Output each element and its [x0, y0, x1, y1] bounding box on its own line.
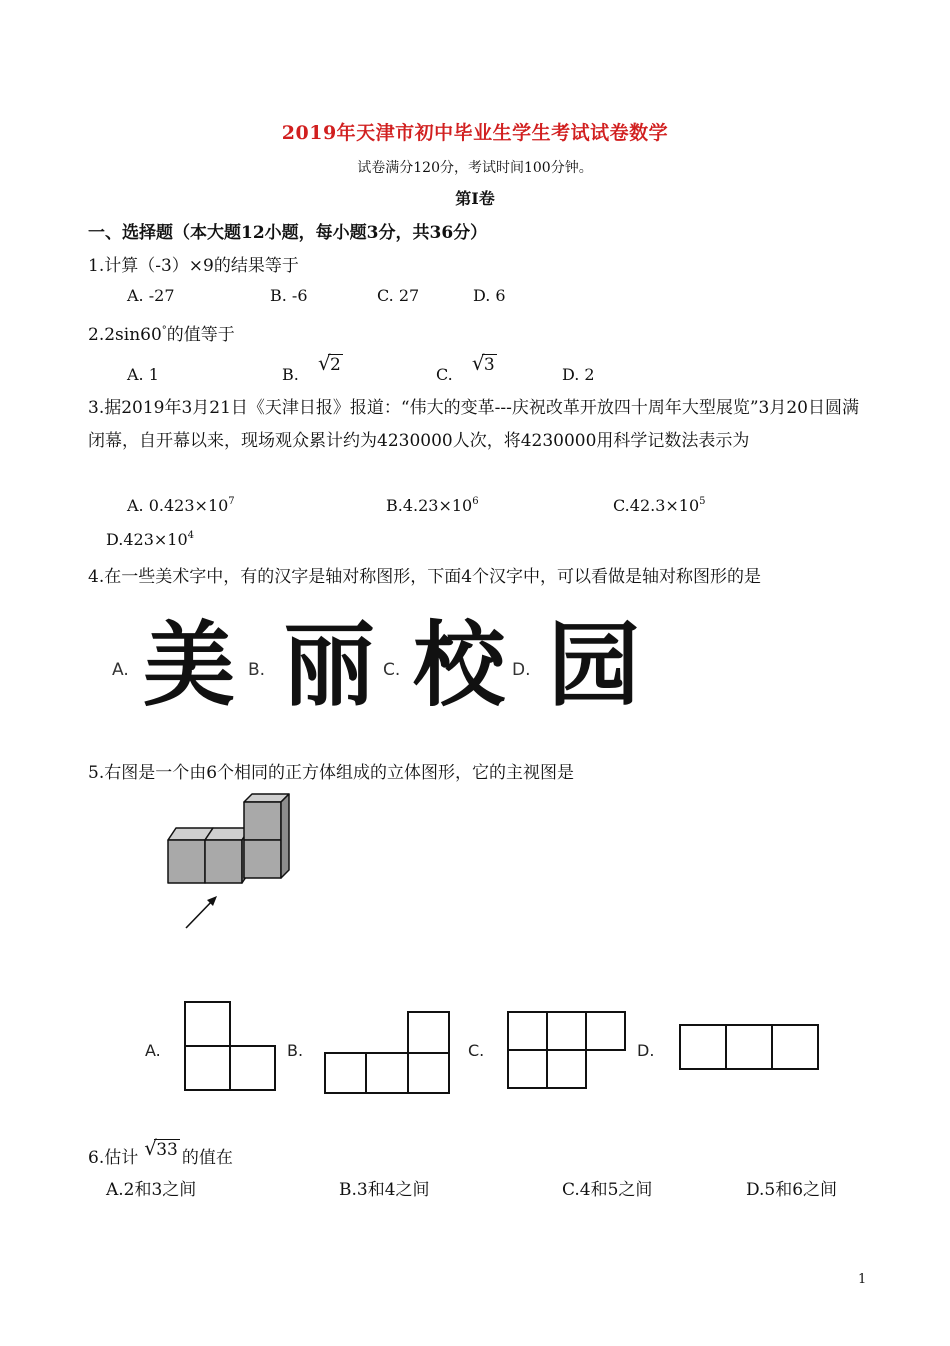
question-6-option-c: C.4和5之间	[562, 1180, 653, 1200]
question-5-stem: 5.右图是一个由6个相同的正方体组成的立体图形，它的主视图是	[88, 763, 575, 783]
question-3-option-a	[127, 496, 235, 515]
cube-side-face	[281, 794, 289, 878]
artistic-char-mei: 美	[143, 612, 236, 719]
degree-sign: °	[161, 325, 167, 336]
cube-front-face	[244, 840, 281, 878]
question-5-label-b: B.	[287, 1041, 304, 1060]
radical-sign: √	[317, 351, 331, 375]
option-c-front-view	[506, 1010, 628, 1092]
radical-sign: √	[471, 351, 485, 375]
question-6-stem	[88, 1136, 233, 1168]
question-3-option-b	[386, 496, 479, 515]
question-2-option-a: A. 1	[127, 365, 159, 384]
option-d-front-view	[678, 1022, 822, 1072]
option-letter: C.	[436, 365, 453, 384]
exponent: 4	[187, 530, 195, 541]
artistic-char-li: 丽	[283, 612, 376, 719]
radicand: 3	[483, 355, 495, 375]
radicand: 33	[156, 1140, 178, 1160]
question-5-label-c: C.	[468, 1041, 485, 1060]
page-number: 1	[858, 1272, 867, 1287]
question-1-option-d: D. 6	[473, 286, 506, 305]
question-2-option-c	[436, 351, 497, 385]
cube-front-face	[244, 802, 281, 840]
question-6-option-d: D.5和6之间	[746, 1180, 838, 1200]
question-1-option-c: C. 27	[377, 286, 420, 305]
sqrt-2	[317, 351, 343, 375]
option-a-front-view	[183, 1000, 278, 1092]
question-5-label-d: D.	[637, 1041, 655, 1060]
section-heading: 一、选择题（本大题12小题，每小题3分，共36分）	[88, 223, 488, 243]
cube-front-face	[168, 840, 205, 883]
question-4-stem: 4.在一些美术字中，有的汉字是轴对称图形，下面4个汉字中，可以看做是轴对称图形的是	[88, 567, 762, 587]
artistic-char-xiao: 校	[413, 612, 506, 719]
option-text: C.42.3×10	[613, 496, 700, 515]
radical-sign: √	[144, 1136, 157, 1160]
option-text: B.4.23×10	[386, 496, 473, 515]
exponent: 5	[699, 496, 706, 507]
question-6-stem-pre: 6.估计	[88, 1148, 139, 1168]
artistic-char-yuan: 园	[548, 612, 641, 719]
question-2-option-b	[282, 351, 343, 385]
sqrt-33	[144, 1136, 180, 1160]
question-4-label-c: C.	[383, 660, 401, 680]
exponent: 7	[228, 496, 235, 507]
question-3-stem: 3.据2019年3月21日《天津日报》报道：“伟大的变革---庆祝改革开放四十周年大型展览”3月20日圆满闭幕，自开幕以来，现场观众累计约为4230000人次，将4230000用科学记数法表示为	[88, 398, 859, 451]
option-b-front-view	[323, 1010, 453, 1095]
question-3-option-d	[106, 530, 194, 549]
question-1-option-a: A. -27	[127, 286, 175, 305]
question-3-option-c	[613, 496, 706, 515]
exponent: 6	[472, 496, 479, 507]
question-6-option-a: A.2和3之间	[106, 1180, 197, 1200]
question-4-label-b: B.	[248, 660, 266, 680]
question-2-number: 2.	[88, 325, 105, 345]
option-text: D.423×10	[106, 530, 188, 549]
cube-front-face	[205, 840, 242, 883]
question-2-stem	[88, 320, 235, 345]
volume-heading: 第I卷	[455, 189, 495, 208]
question-6-option-b: B.3和4之间	[339, 1180, 430, 1200]
option-text: A. 0.423×10	[127, 496, 229, 515]
option-letter: B.	[282, 365, 299, 384]
question-4-label-a: A.	[112, 660, 129, 680]
question-1-stem: 1.计算（-3）×9的结果等于	[88, 256, 299, 276]
question-2-stem-tail: 的值等于	[166, 325, 235, 345]
radicand: 2	[329, 355, 341, 375]
sqrt-3	[471, 351, 497, 375]
question-2-expression: 2sin60	[104, 325, 162, 345]
question-2-option-d: D. 2	[562, 365, 595, 384]
exam-subtitle: 试卷满分120分，考试时间100分钟。	[357, 160, 593, 176]
cube-solid-figure	[160, 790, 300, 935]
question-4-label-d: D.	[512, 660, 531, 680]
question-1-option-b: B. -6	[270, 286, 308, 305]
exam-title: 2019年天津市初中毕业生学生考试试卷数学	[281, 122, 669, 144]
question-5-label-a: A.	[145, 1041, 161, 1060]
question-6-stem-post: 的值在	[181, 1148, 233, 1168]
